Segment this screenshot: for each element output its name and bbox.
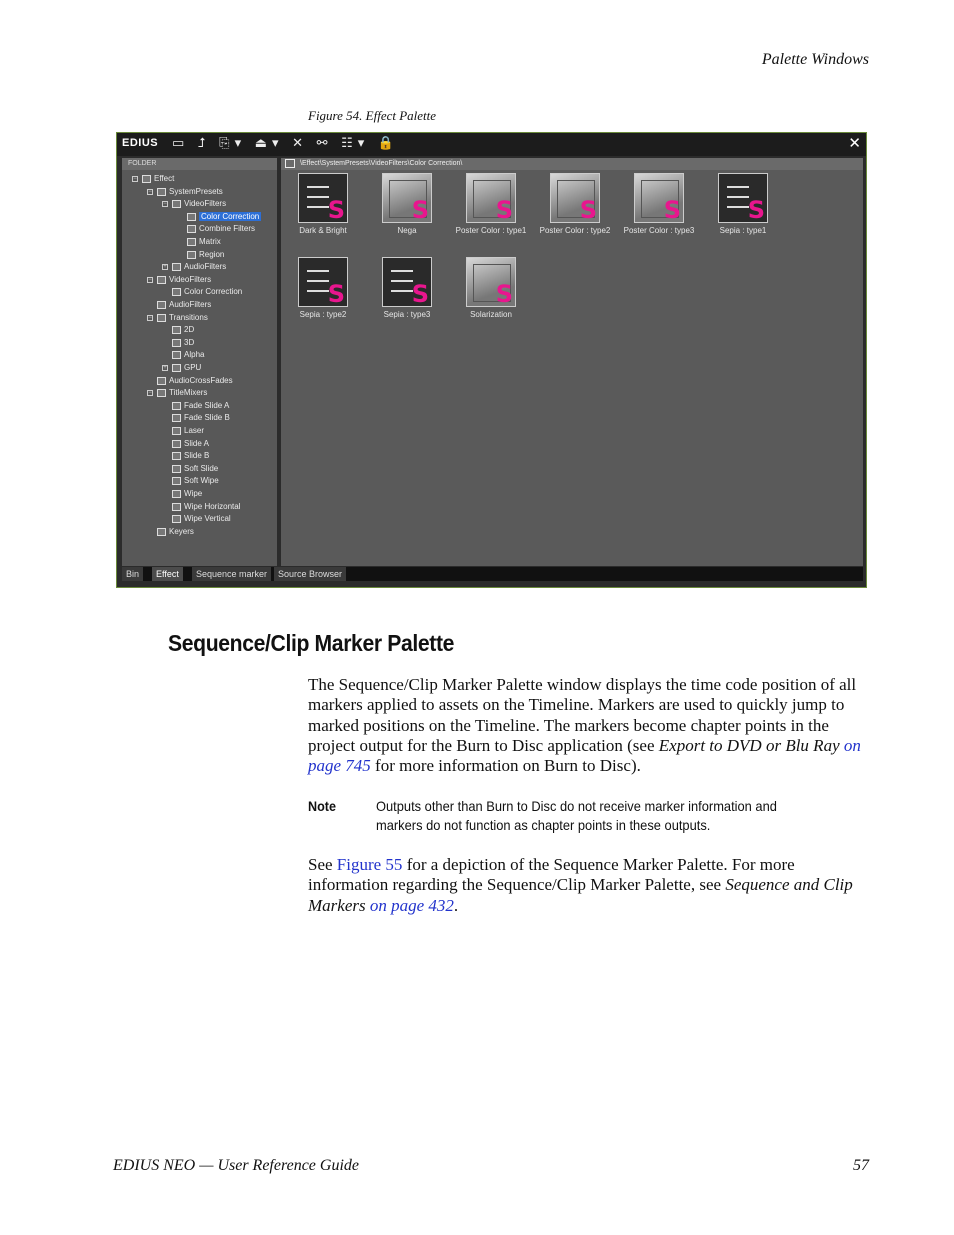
tree-node-label: Color Correction bbox=[184, 287, 243, 297]
effect-tile[interactable] bbox=[533, 173, 617, 235]
tab-effect[interactable]: Effect bbox=[152, 567, 184, 581]
folder-header: FOLDER bbox=[122, 158, 277, 170]
effect-thumbnail bbox=[466, 173, 516, 223]
tree-node-label: Effect bbox=[154, 174, 175, 183]
tree-node[interactable] bbox=[157, 299, 211, 311]
p1-ref: Export to DVD or Blu Ray bbox=[658, 735, 840, 755]
tree-node-label: Matrix bbox=[199, 237, 221, 246]
tree-node[interactable] bbox=[172, 412, 230, 424]
paragraph-1 bbox=[308, 675, 870, 776]
preset-badge-icon: S bbox=[327, 280, 345, 308]
effect-thumbnail bbox=[382, 173, 432, 223]
folder-icon bbox=[172, 490, 181, 498]
folder-icon bbox=[172, 503, 181, 511]
effect-thumbnail bbox=[466, 257, 516, 307]
palette-toolbar bbox=[117, 133, 866, 156]
page-number: 57 bbox=[853, 1157, 869, 1174]
tree-node-label: VideoFilters bbox=[184, 199, 227, 209]
tree-node[interactable] bbox=[172, 513, 231, 525]
tree-node-label: Keyers bbox=[169, 526, 194, 536]
tree-node-label: Soft Wipe bbox=[184, 476, 219, 486]
folder-icon bbox=[172, 200, 181, 208]
edius-logo: EDIUS bbox=[122, 137, 159, 149]
effect-thumbnail bbox=[550, 173, 600, 223]
link-page-745[interactable]: on page 745 bbox=[308, 735, 861, 776]
tree-node[interactable] bbox=[172, 362, 201, 374]
folder-icon bbox=[172, 452, 181, 460]
note-label: Note bbox=[308, 798, 337, 814]
folder-icon bbox=[172, 402, 181, 410]
tree-node[interactable] bbox=[172, 349, 204, 361]
note-text: Outputs other than Burn to Disc do not receive marker information and markers do not function as chapter points in these outputs. bbox=[376, 798, 777, 833]
expand-toggle-icon[interactable]: − bbox=[133, 176, 137, 182]
folder-path bbox=[281, 158, 863, 170]
tree-node-label: VideoFilters bbox=[169, 274, 212, 284]
preset-badge-icon: S bbox=[663, 196, 681, 224]
link-page-432[interactable]: on page 432 bbox=[369, 895, 454, 915]
tree-node[interactable] bbox=[172, 337, 194, 349]
effect-tile[interactable] bbox=[281, 173, 365, 235]
preset-badge-icon: S bbox=[495, 196, 513, 224]
tree-node[interactable] bbox=[187, 223, 255, 235]
tree-node[interactable] bbox=[172, 501, 240, 513]
section-title: Sequence/Clip Marker Palette bbox=[168, 630, 455, 656]
expand-toggle-icon[interactable]: − bbox=[148, 188, 152, 195]
tree-node[interactable] bbox=[157, 186, 223, 198]
effect-thumbnail bbox=[298, 257, 348, 307]
tree-node[interactable] bbox=[172, 198, 226, 210]
folder-icon bbox=[157, 389, 166, 397]
tree-node-label: GPU bbox=[184, 363, 202, 372]
footer-title: EDIUS NEO — User Reference Guide bbox=[113, 1157, 360, 1174]
tree-node-label: TitleMixers bbox=[169, 388, 208, 398]
tree-node[interactable] bbox=[157, 387, 207, 399]
effect-thumbnail bbox=[298, 173, 348, 223]
tree-node-label: Fade Slide A bbox=[184, 400, 230, 410]
expand-toggle-icon[interactable]: − bbox=[148, 390, 152, 397]
tree-node[interactable] bbox=[187, 236, 221, 248]
p1-end: for more information on Burn to Disc). bbox=[370, 756, 641, 776]
expand-toggle-icon[interactable]: − bbox=[148, 276, 152, 283]
tree-node[interactable] bbox=[172, 488, 202, 500]
folder-icon bbox=[172, 364, 181, 372]
effect-content-area bbox=[281, 158, 863, 566]
tree-node-label: Combine Filters bbox=[199, 224, 256, 234]
effect-label: Solarization bbox=[470, 310, 512, 319]
tree-node[interactable] bbox=[172, 425, 204, 437]
tree-node-label: Slide A bbox=[184, 438, 209, 448]
effect-thumbnail bbox=[634, 173, 684, 223]
folder-icon bbox=[142, 175, 151, 183]
tree-node-label: 3D bbox=[184, 337, 195, 347]
toolbar-icons[interactable]: ▭ ⮥ ⎘▾ ⏏▾ ✕ ⚯ ☷▾ 🔒 bbox=[172, 135, 400, 150]
effect-tile[interactable] bbox=[449, 173, 533, 235]
folder-icon bbox=[172, 440, 181, 448]
expand-toggle-icon[interactable]: + bbox=[163, 264, 167, 271]
preset-badge-icon: S bbox=[747, 196, 765, 224]
tree-node-label: AudioFilters bbox=[184, 262, 227, 272]
preset-badge-icon: S bbox=[327, 196, 345, 224]
folder-icon bbox=[187, 251, 196, 259]
tree-node-label: Fade Slide B bbox=[184, 413, 230, 423]
effect-tile[interactable] bbox=[617, 173, 701, 235]
folder-icon bbox=[172, 465, 181, 473]
expand-toggle-icon[interactable]: + bbox=[163, 365, 167, 371]
p1-text: The Sequence/Clip Marker Palette window displays the time code position of all markers applied to assets on the Timeline. Markers are used to quickly jump to marked positions on the Timeline. The markers become chapter points in the project output for the Burn to Disc application (see bbox=[308, 675, 857, 755]
tab-source-browser[interactable]: Source Browser bbox=[274, 567, 347, 581]
tree-node[interactable] bbox=[172, 438, 209, 450]
effect-label: Poster Color : type2 bbox=[539, 226, 611, 235]
folder-icon bbox=[172, 351, 181, 359]
effect-thumbnail bbox=[382, 257, 432, 307]
tree-node-label: 2D bbox=[184, 325, 195, 335]
effect-tile[interactable] bbox=[701, 173, 785, 235]
effect-thumbnail bbox=[718, 173, 768, 223]
folder-tree bbox=[122, 158, 277, 566]
palette-tabs bbox=[122, 567, 863, 581]
tree-node[interactable] bbox=[157, 526, 194, 538]
tree-node-label: SystemPresets bbox=[169, 186, 223, 196]
p2-ref: Sequence and Clip Markers bbox=[308, 875, 853, 915]
preset-badge-icon: S bbox=[579, 196, 597, 224]
folder-icon bbox=[157, 188, 166, 196]
effect-label: Nega bbox=[397, 226, 417, 235]
paragraph-2 bbox=[308, 855, 870, 916]
effect-tile[interactable] bbox=[281, 257, 365, 319]
figure-caption: Figure 54. Effect Palette bbox=[308, 108, 437, 123]
close-icon[interactable]: ✕ bbox=[848, 135, 861, 152]
effect-label: Sepia : type2 bbox=[299, 310, 347, 319]
folder-up-icon[interactable] bbox=[285, 159, 295, 168]
p2-start: See bbox=[308, 855, 337, 874]
tree-node-label: Laser bbox=[184, 426, 205, 435]
tree-node[interactable] bbox=[172, 475, 219, 487]
folder-icon bbox=[172, 339, 181, 347]
effect-tile[interactable] bbox=[449, 257, 533, 319]
folder-icon bbox=[157, 301, 166, 309]
effect-label: Sepia : type3 bbox=[383, 310, 431, 319]
tree-node[interactable] bbox=[142, 173, 174, 185]
folder-icon bbox=[187, 213, 196, 221]
expand-toggle-icon[interactable]: − bbox=[163, 201, 167, 208]
tree-node[interactable] bbox=[157, 375, 233, 387]
preset-badge-icon: S bbox=[495, 280, 513, 308]
tree-node-label: Wipe Horizontal bbox=[184, 501, 241, 511]
tree-node[interactable] bbox=[157, 274, 211, 286]
effect-label: Sepia : type1 bbox=[719, 226, 767, 235]
p2-mid: for a depiction of the Sequence Marker Palette. For more information regarding the Sequence/Clip Marker Palette, see bbox=[308, 855, 795, 895]
folder-icon bbox=[172, 427, 181, 435]
folder-icon bbox=[187, 238, 196, 246]
folder-icon bbox=[187, 225, 196, 233]
running-header: Palette Windows bbox=[761, 51, 869, 68]
effect-tile[interactable] bbox=[365, 257, 449, 319]
tree-node-label: Slide B bbox=[184, 451, 210, 461]
path-text: \Effect\SystemPresets\VideoFilters\Color Correction\ bbox=[300, 160, 463, 167]
tree-node[interactable] bbox=[172, 261, 226, 273]
tree-node[interactable] bbox=[172, 324, 194, 336]
tree-node[interactable] bbox=[157, 312, 208, 324]
tree-node-label: Wipe bbox=[184, 489, 203, 498]
tab-bin[interactable]: Bin bbox=[122, 567, 144, 581]
link-figure-55[interactable]: Figure 55 bbox=[336, 855, 403, 874]
p2-end: . bbox=[453, 895, 459, 915]
effect-palette-window bbox=[116, 132, 867, 588]
tree-node-label: AudioCrossFades bbox=[169, 375, 233, 385]
folder-icon bbox=[172, 326, 181, 334]
tree-node-label: Region bbox=[199, 249, 225, 259]
effect-tile[interactable] bbox=[365, 173, 449, 235]
preset-badge-icon: S bbox=[411, 196, 429, 224]
folder-icon bbox=[157, 276, 166, 284]
tree-node[interactable] bbox=[172, 450, 209, 462]
folder-icon bbox=[157, 314, 166, 322]
folder-icon bbox=[172, 288, 181, 296]
expand-toggle-icon[interactable]: − bbox=[148, 314, 152, 321]
tree-node[interactable] bbox=[172, 286, 242, 298]
tree-node-label: Wipe Vertical bbox=[184, 514, 231, 524]
folder-icon bbox=[157, 377, 166, 385]
effect-label: Poster Color : type3 bbox=[623, 226, 695, 235]
tree-node[interactable] bbox=[187, 249, 224, 261]
tree-node-label: AudioFilters bbox=[169, 300, 212, 309]
effect-label: Dark & Bright bbox=[299, 226, 347, 235]
folder-icon bbox=[172, 414, 181, 422]
folder-icon bbox=[157, 528, 166, 536]
folder-icon bbox=[172, 515, 181, 523]
tree-node-label: Soft Slide bbox=[184, 463, 219, 473]
effect-label: Poster Color : type1 bbox=[455, 226, 527, 235]
tree-node[interactable] bbox=[172, 463, 218, 475]
folder-icon bbox=[172, 263, 181, 271]
folder-icon bbox=[172, 477, 181, 485]
tree-node-label: Alpha bbox=[184, 350, 205, 360]
tree-node[interactable] bbox=[172, 400, 229, 412]
tab-sequence-marker[interactable]: Sequence marker bbox=[192, 567, 272, 581]
tree-node-label: Transitions bbox=[169, 312, 208, 322]
tree-node-label: Color Correction bbox=[201, 211, 260, 221]
preset-badge-icon: S bbox=[411, 280, 429, 308]
tree-node[interactable] bbox=[187, 211, 261, 223]
